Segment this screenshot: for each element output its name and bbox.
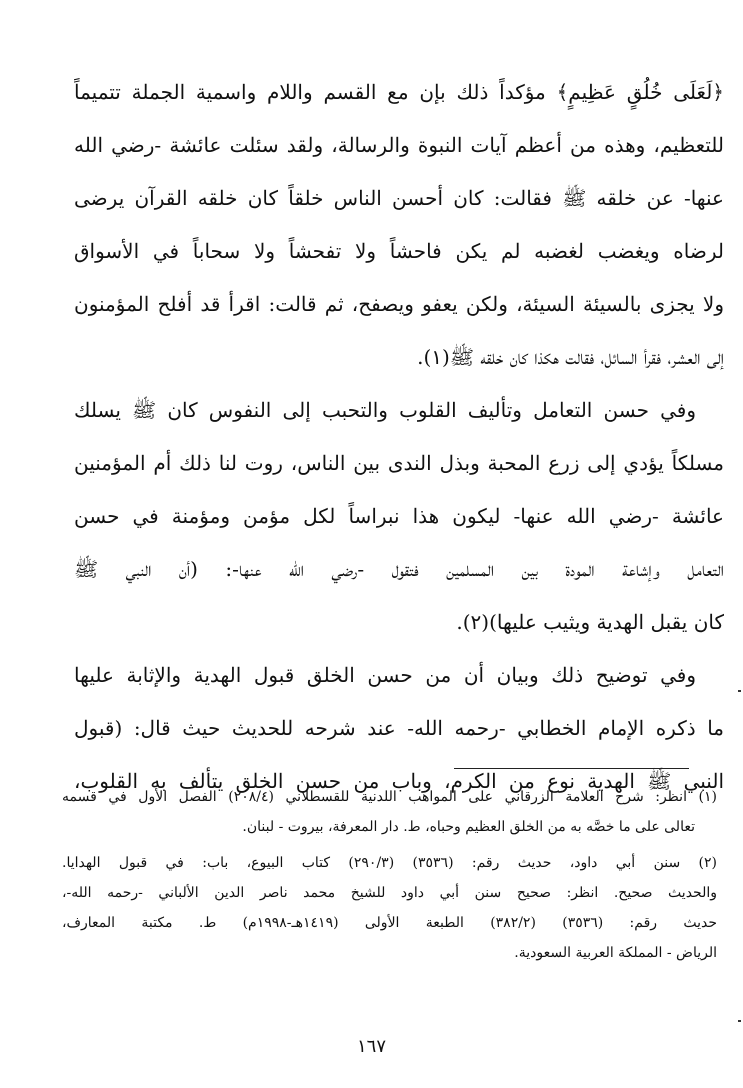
text-line: ما ذكره الإمام الخطابي -رحمه الله- عند شرحه للحديث حيث قال: (قبول [74, 716, 724, 740]
footnote-line: الرياض - المملكة العربية السعودية. [514, 945, 717, 961]
text-line: إلى العشر، فقرأ السائل، فقالت هكذا كان خلقه ﷺ(١). [417, 345, 724, 369]
footnote-2 [62, 848, 717, 968]
main-text [74, 66, 724, 808]
footnotes [62, 782, 717, 968]
scan-edge-mark [738, 690, 741, 692]
text-line: ولا يجزى بالسيئة السيئة، ولكن يعفو ويصفح، ثم قالت: اقرأ قد أفلح المؤمنون [74, 292, 724, 316]
text-line: النبي ﷺ الهدية نوع من الكرم، وباب من حسن الخلق يتألف به القلوب، [74, 769, 724, 793]
text-line: عنها- عن خلقه ﷺ فقالت: كان أحسن الناس خلقاً كان خلقه القرآن يرضى [74, 186, 724, 210]
text-line: وفي حسن التعامل وتأليف القلوب والتحبب إلى النفوس كان ﷺ يسلك [74, 398, 696, 422]
text-line: ﴿لَعَلَى خُلُقٍ عَظِيمٍ﴾ مؤكداً ذلك بإن مع القسم واللام واسمية الجملة تتميماً [74, 80, 724, 104]
text-line: للتعظيم، وهذه من أعظم آيات النبوة والرسالة، ولقد سئلت عائشة -رضي الله [74, 133, 724, 157]
text-line: عائشة -رضي الله عنها- ليكون هذا نبراساً لكل مؤمن ومؤمنة في حسن [74, 504, 724, 528]
footnote-line: (٢) سنن أبي داود، حديث رقم: (٣٥٣٦) (٢٩٠/٣) كتاب البيوع، باب: في قبول الهدايا. [62, 855, 717, 871]
text-line: التعامل وإشاعة المودة بين المسلمين فتقول -رضي الله عنها-: (أن النبي ﷺ [74, 557, 724, 581]
page-number: ١٦٧ [356, 1036, 386, 1057]
text-line: كان يقبل الهدية ويثيب عليها)(٢). [456, 610, 724, 634]
text-line: مسلكاً يؤدي إلى زرع المحبة وبذل الندى بين الناس، روت لنا ذلك أم المؤمنين [74, 451, 724, 475]
footnote-line: (١) انظر: شرح العلامة الزرقاني على المواهب اللدنية للقسطلاني (٢٠٨/٤) الفصل الأول في قسمه [62, 789, 717, 805]
scan-edge-mark [738, 1020, 741, 1022]
footnote-1 [62, 782, 717, 842]
text-line: لرضاه ويغضب لغضبه لم يكن فاحشاً ولا تفحشاً ولا سحاباً في الأسواق [74, 239, 724, 263]
footnote-line: حديث رقم: (٣٥٣٦) (٣٨٢/٢) الطبعة الأولى (١٤١٩هـ-١٩٩٨م) ط. مكتبة المعارف، [62, 915, 717, 931]
footnote-line: تعالى على ما خصَّه به من الخلق العظيم وحباه، ط. دار المعرفة، بيروت - لبنان. [242, 819, 695, 835]
footnote-line: والحديث صحيح. انظر: صحيح سنن أبي داود للشيخ محمد ناصر الدين الألباني -رحمه الله-، [62, 885, 717, 901]
text-line: وفي توضيح ذلك وبيان أن من حسن الخلق قبول الهدية والإثابة عليها [74, 663, 696, 687]
footnote-separator [454, 768, 689, 769]
